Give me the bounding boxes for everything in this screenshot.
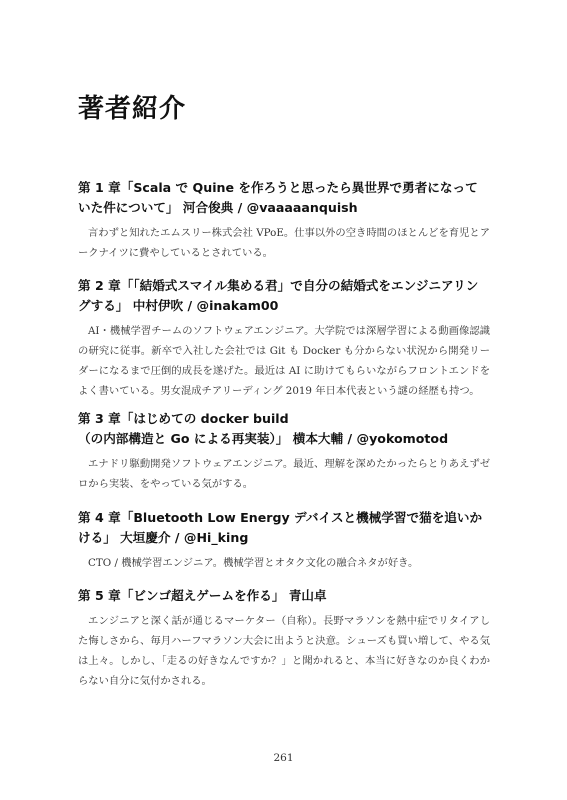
author-bio: エンジニアと深く話が通じるマーケター（自称）。長野マラソンを熱中症でリタイアした悔しさから、毎月ハーフマラソン大会に出ようと決意。シューズも買い増して、やる気は上々。しかし、「走るの好きなんですか？」と聞かれると、本当に好きなのか良くわからない自分に気付かされる。 bbox=[78, 615, 490, 687]
author-bio: AI・機械学習チームのソフトウェアエンジニア。大学院では深層学習による動画像認識の研究に従事。新卒で入社した会社では Git も Docker も分からない状況から開発リーダーになるまで圧倒的成長を遂げた。最近は AI に助けてもらいながらフロントエンドをよく書いている。男女混成チアリーディング 2019 年日本代表という謎の経歴も持つ。 bbox=[78, 325, 490, 397]
page-title: 著者紹介 bbox=[78, 94, 187, 124]
chapter-heading-line-2: （の内部構造と Go による再実装）」 横本大輔 / @yokomotod bbox=[78, 431, 449, 446]
chapter-heading-line-1: 第 3 章「はじめての docker build bbox=[78, 411, 289, 426]
chapter-heading bbox=[78, 409, 490, 449]
page-number: 261 bbox=[273, 752, 294, 764]
author-bio: エナドリ駆動開発ソフトウェアエンジニア。最近、理解を深めたかったらとりあえずゼロから実装、をやっている気がする。 bbox=[78, 458, 490, 490]
chapter-heading: 第 4 章「Bluetooth Low Energy デバイスと機械学習で猫を追いかける」 大垣慶介 / @Hi_king bbox=[78, 510, 483, 545]
chapter-heading: 第 2 章「「結婚式スマイル集める君」で自分の結婚式をエンジニアリングする」 中村伊吹 / @inakam00 bbox=[78, 278, 479, 313]
author-section-chapter-2 bbox=[78, 276, 490, 401]
author-section-chapter-1 bbox=[78, 178, 490, 263]
author-section-chapter-4 bbox=[78, 508, 490, 573]
chapter-heading: 第 5 章「ビンゴ超えゲームを作る」 青山卓 bbox=[78, 588, 327, 603]
author-section-chapter-5 bbox=[78, 586, 490, 691]
author-section-chapter-3 bbox=[78, 409, 490, 494]
author-bio: 言わずと知れたエムスリー株式会社 VPoE。仕事以外の空き時間のほとんどを育児とアークナイツに費やしているとされている。 bbox=[78, 227, 490, 259]
chapter-heading: 第 1 章「Scala で Quine を作ろうと思ったら異世界で勇者になっていた件について」 河合俊典 / @vaaaaanquish bbox=[78, 180, 478, 215]
author-bio: CTO / 機械学習エンジニア。機械学習とオタク文化の融合ネタが好き。 bbox=[88, 557, 419, 569]
